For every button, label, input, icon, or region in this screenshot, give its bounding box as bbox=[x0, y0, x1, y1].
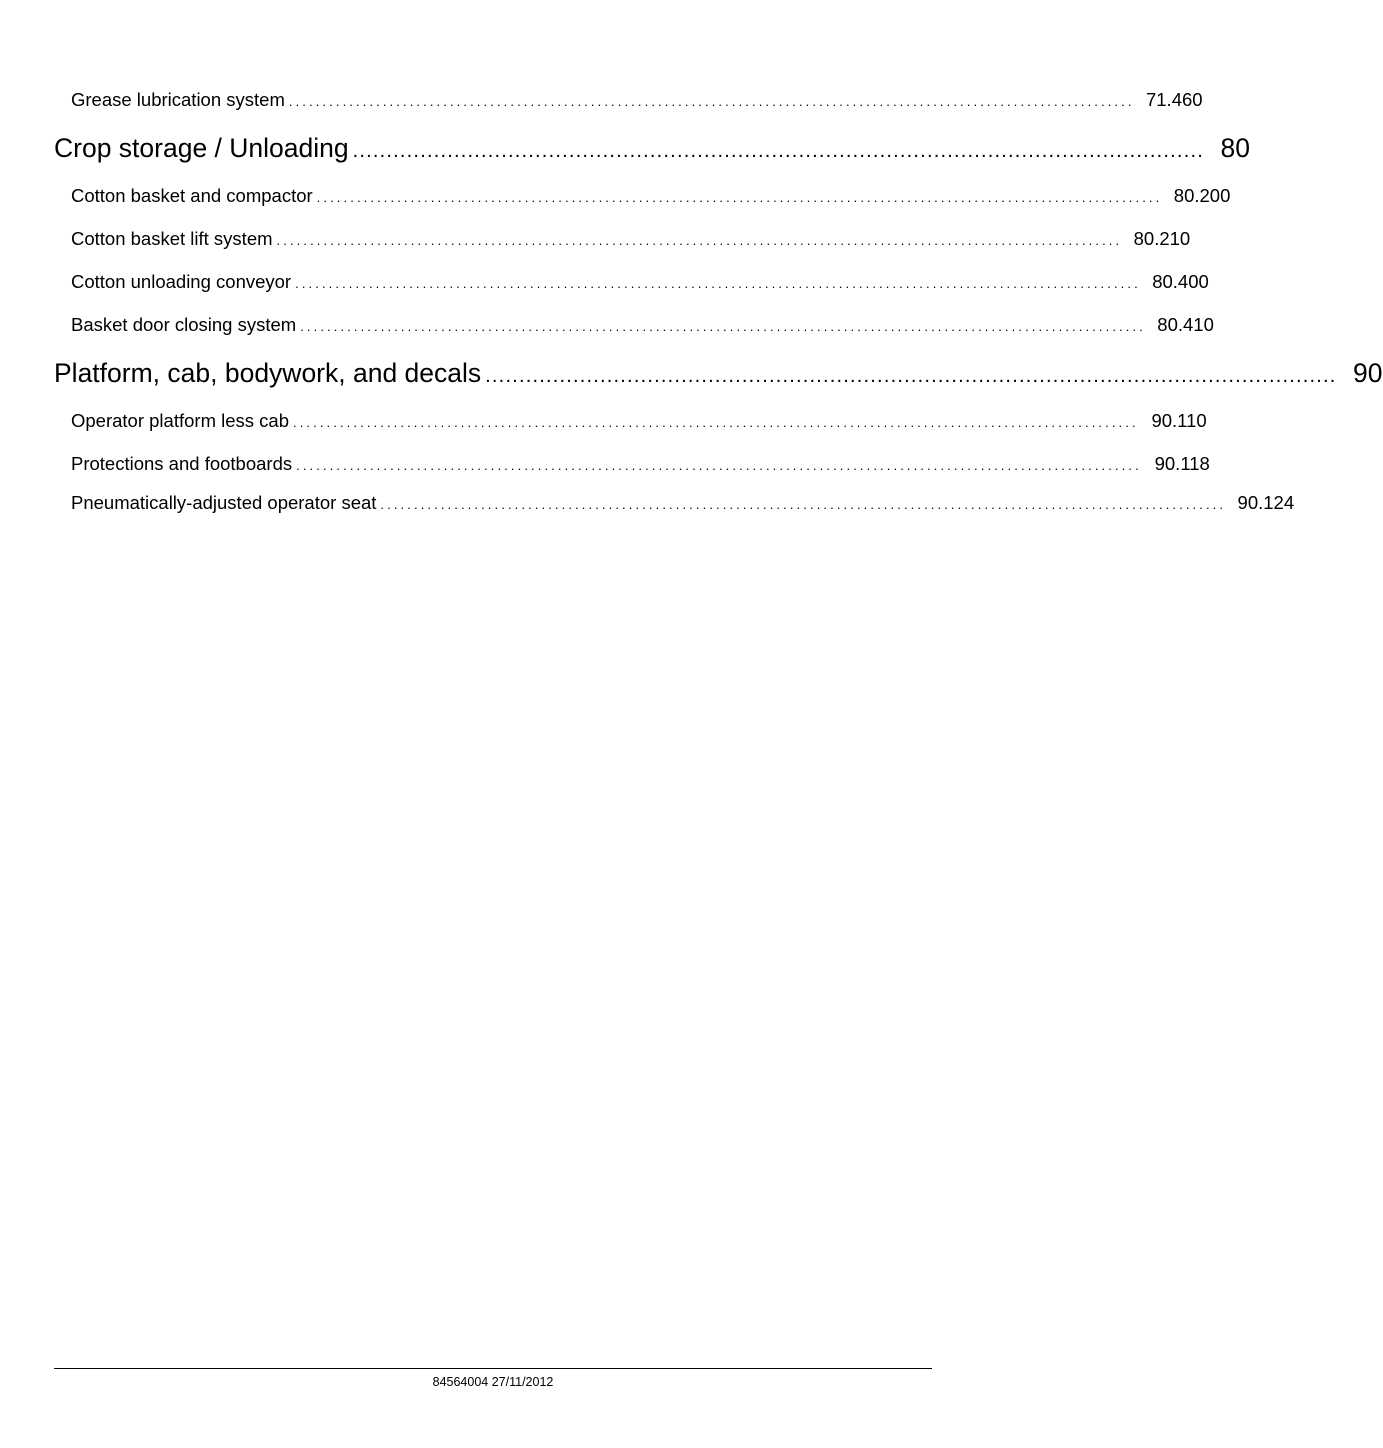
toc-entry-cotton-unloading-conveyor[interactable] bbox=[71, 271, 1209, 293]
toc-entry-title: Basket door closing system bbox=[71, 314, 297, 335]
leader-dots: .............................................................................................................................. bbox=[300, 319, 1146, 334]
toc-entry-grease-lubrication[interactable] bbox=[71, 89, 1203, 111]
toc-entry-title: Grease lubrication system bbox=[71, 89, 285, 110]
leader-dots: .............................................................................................................................. bbox=[296, 458, 1142, 473]
leader-dots: .............................................................................................................................. bbox=[288, 94, 1135, 109]
toc-entry-page: 80.210 bbox=[1133, 228, 1191, 249]
toc-entry-title: Pneumatically-adjusted operator seat bbox=[71, 492, 377, 513]
toc-entry-title: Protections and footboards bbox=[71, 453, 293, 474]
leader-dots: .............................................................................................................................. bbox=[352, 140, 1204, 162]
toc-entry-page: 90.110 bbox=[1151, 410, 1207, 431]
toc-entry-page: 80.400 bbox=[1152, 271, 1209, 292]
toc-entry-page: 80.410 bbox=[1157, 314, 1214, 335]
footer-doc-info: 84564004 27/11/2012 bbox=[432, 1375, 554, 1389]
toc-section-title: Crop storage / Unloading bbox=[54, 133, 349, 163]
toc-section-platform[interactable] bbox=[54, 358, 1383, 389]
toc-entry-page: 90.124 bbox=[1237, 492, 1295, 513]
toc-entry-title: Cotton basket and compactor bbox=[71, 185, 313, 206]
toc-entry-operator-seat[interactable] bbox=[71, 492, 1295, 514]
toc-entry-title: Cotton basket lift system bbox=[71, 228, 273, 249]
toc-entry-cotton-basket-lift[interactable] bbox=[71, 228, 1191, 250]
toc-entry-operator-platform[interactable] bbox=[71, 410, 1207, 432]
toc-section-page: 90 bbox=[1353, 358, 1383, 388]
leader-dots: .............................................................................................................................. bbox=[276, 233, 1123, 248]
toc-section-crop-storage[interactable] bbox=[54, 133, 1250, 164]
toc-entry-title: Cotton unloading conveyor bbox=[71, 271, 292, 292]
footer-divider bbox=[54, 1368, 932, 1369]
toc-entry-page: 80.200 bbox=[1173, 185, 1231, 206]
toc-entry-title: Operator platform less cab bbox=[71, 410, 289, 431]
leader-dots: .............................................................................................................................. bbox=[295, 276, 1141, 291]
toc-entry-protections-footboards[interactable] bbox=[71, 453, 1210, 475]
leader-dots: .............................................................................................................................. bbox=[485, 365, 1337, 387]
toc-entry-page: 71.460 bbox=[1145, 89, 1203, 110]
toc-entry-basket-door-closing[interactable] bbox=[71, 314, 1214, 336]
leader-dots: .............................................................................................................................. bbox=[316, 190, 1163, 205]
toc-entry-cotton-basket-compactor[interactable] bbox=[71, 185, 1231, 207]
toc-section-title: Platform, cab, bodywork, and decals bbox=[54, 358, 482, 388]
leader-dots: .............................................................................................................................. bbox=[380, 497, 1227, 512]
toc-section-page: 80 bbox=[1220, 133, 1250, 163]
leader-dots: .............................................................................................................................. bbox=[292, 415, 1139, 430]
toc-entry-page: 90.118 bbox=[1154, 453, 1210, 474]
